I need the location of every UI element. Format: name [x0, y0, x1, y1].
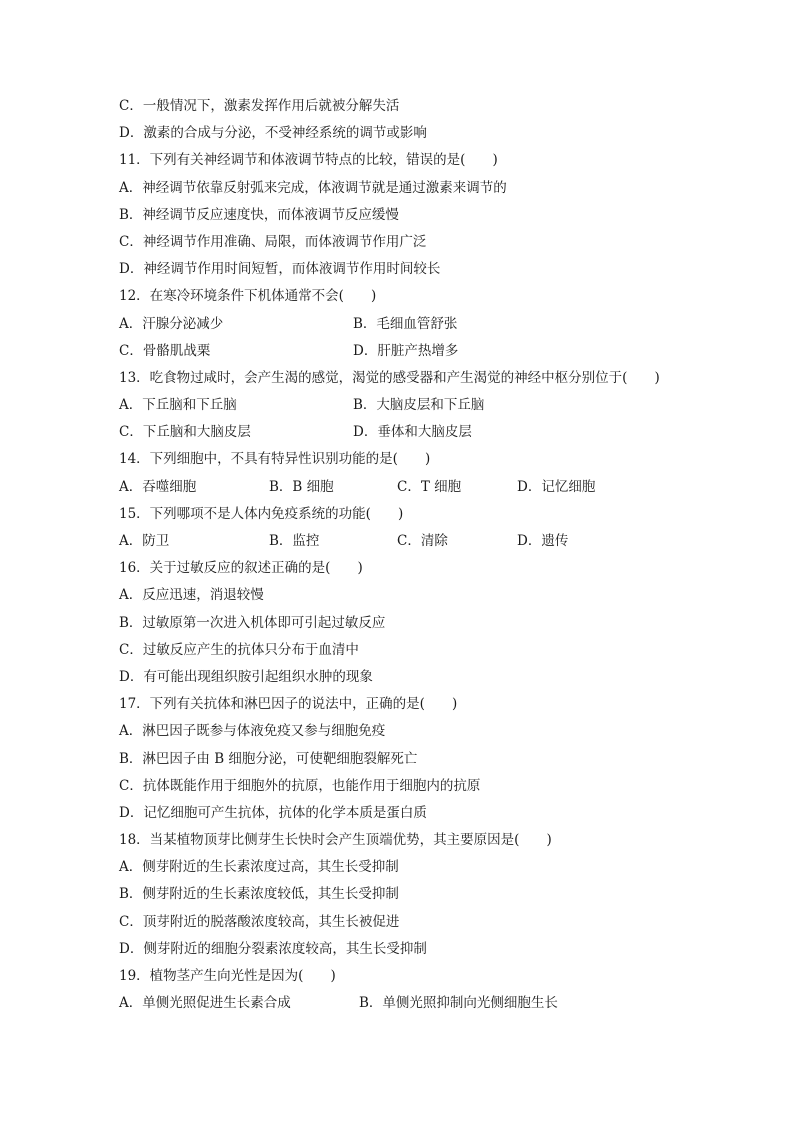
question-15-stem: 15．下列哪项不是人体内免疫系统的功能( ) — [119, 505, 404, 522]
option-a: A．汗腺分泌减少 — [119, 315, 224, 332]
option-line: D．记忆细胞可产生抗体，抗体的化学本质是蛋白质 — [119, 804, 427, 821]
question-list — [119, 93, 719, 1017]
question-12-stem: 12．在寒冷环境条件下机体通常不会( ) — [119, 288, 377, 305]
option-b: B．大脑皮层和下丘脑 — [353, 397, 485, 414]
option-line: B．侧芽附近的生长素浓度较低，其生长受抑制 — [119, 886, 399, 903]
question-14-stem: 14．下列细胞中，不具有特异性识别功能的是( ) — [119, 451, 431, 468]
question-17-stem: 17．下列有关抗体和淋巴因子的说法中，正确的是( ) — [119, 696, 458, 713]
option-b: B．单侧光照抑制向光侧细胞生长 — [359, 995, 558, 1012]
option-line: B．神经调节反应速度快，而体液调节反应缓慢 — [119, 206, 399, 223]
option-a: A．防卫 — [119, 533, 170, 549]
option-line: D．侧芽附近的细胞分裂素浓度较高，其生长受抑制 — [119, 940, 427, 957]
option-row — [119, 990, 719, 1017]
option-line: A．侧芽附近的生长素浓度过高，其生长受抑制 — [119, 859, 399, 876]
option-line: C．神经调节作用准确、局限，而体液调节作用广泛 — [119, 233, 427, 250]
option-b: B．B 细胞 — [269, 478, 334, 495]
option-line: A．反应迅速，消退较慢 — [119, 587, 264, 604]
option-c: C．T 细胞 — [397, 478, 462, 495]
question-13-stem: 13．吃食物过咸时，会产生渴的感觉，渴觉的感受器和产生渴觉的神经中枢分别位于( ) — [119, 369, 660, 386]
option-b: B．毛细血管舒张 — [353, 315, 458, 332]
option-line: B．淋巴因子由 B 细胞分泌，可使靶细胞裂解死亡 — [119, 750, 418, 767]
option-row — [119, 419, 719, 446]
option-a: A．单侧光照促进生长素合成 — [119, 995, 291, 1012]
option-d: D．记忆细胞 — [517, 478, 596, 495]
option-d: D．垂体和大脑皮层 — [353, 424, 472, 441]
option-row — [119, 392, 719, 419]
option-line: D．神经调节作用时间短暂，而体液调节作用时间较长 — [119, 261, 441, 278]
question-16-stem: 16．关于过敏反应的叙述正确的是( ) — [119, 560, 363, 577]
option-line: D．激素的合成与分泌，不受神经系统的调节或影响 — [119, 125, 427, 142]
option-a: A．吞噬细胞 — [119, 478, 197, 495]
option-row — [119, 528, 719, 555]
option-d: D．肝脏产热增多 — [353, 342, 459, 359]
option-row — [119, 311, 719, 338]
option-c: C．骨骼肌战栗 — [119, 342, 211, 359]
option-d: D．遗传 — [517, 533, 569, 549]
option-line: C．一般情况下，激素发挥作用后就被分解失活 — [119, 98, 400, 114]
question-11-stem: 11．下列有关神经调节和体液调节特点的比较，错误的是( ) — [119, 152, 498, 169]
option-line: A．神经调节依靠反射弧来完成，体液调节就是通过激素来调节的 — [119, 179, 507, 196]
option-line: A．淋巴因子既参与体液免疫又参与细胞免疫 — [119, 723, 386, 740]
option-row — [119, 338, 719, 365]
option-line: D．有可能出现组织胺引起组织水肿的现象 — [119, 668, 373, 685]
option-line: C．抗体既能作用于细胞外的抗原，也能作用于细胞内的抗原 — [119, 777, 481, 794]
option-line: C．过敏反应产生的抗体只分布于血清中 — [119, 641, 359, 658]
option-row — [119, 474, 719, 501]
question-18-stem: 18．当某植物顶芽比侧芽生长快时会产生顶端优势，其主要原因是( ) — [119, 832, 552, 849]
option-c: C．下丘脑和大脑皮层 — [119, 424, 251, 441]
question-19-stem: 19．植物茎产生向光性是因为( ) — [119, 968, 336, 984]
option-line: C．顶芽附近的脱落酸浓度较高，其生长被促进 — [119, 913, 400, 930]
option-a: A．下丘脑和下丘脑 — [119, 397, 237, 414]
option-c: C．清除 — [397, 533, 448, 549]
option-b: B．监控 — [269, 533, 320, 549]
option-line: B．过敏原第一次进入机体即可引起过敏反应 — [119, 614, 386, 631]
